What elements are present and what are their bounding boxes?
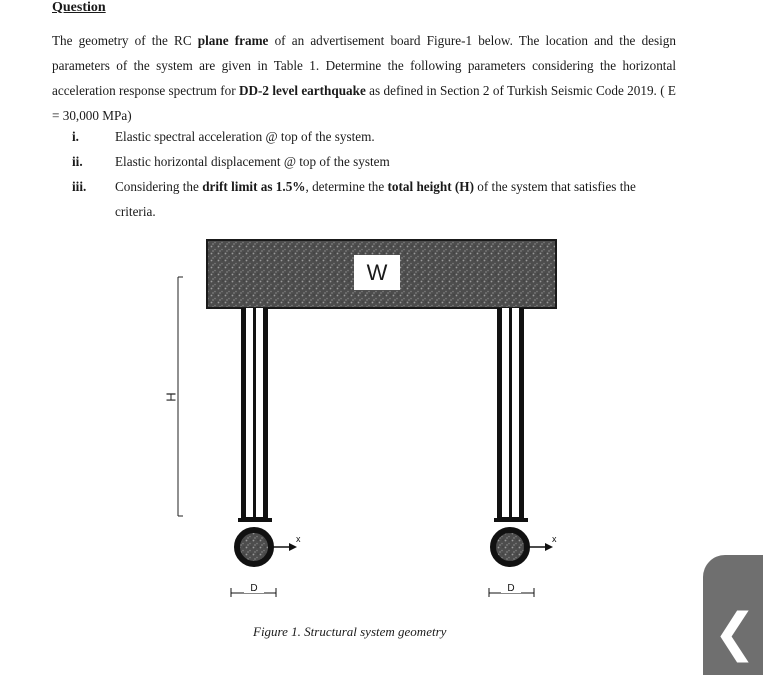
- paragraph-bold-dd2: DD-2 level earthquake: [238, 83, 366, 98]
- item3-text-2: , determine the: [305, 179, 388, 194]
- chevron-left-icon: ❮: [713, 603, 757, 663]
- figure-caption: Figure 1. Structural system geometry: [253, 624, 447, 639]
- diameter-label-left: D: [250, 583, 258, 594]
- paragraph-text-2: of an advertisement board Figure-1 below. The location and the design parameters of the system are given in Table 1. Determine the following parameters considering the horizontal acceleration response spectrum for: [52, 33, 676, 98]
- item3-bold-drift-limit: drift limit as 1.5%: [202, 179, 306, 194]
- side-panel-tab[interactable]: [703, 555, 763, 675]
- axis-label-right: x: [552, 534, 557, 544]
- item3-text-3: of the system that satisfies the criteria.: [115, 179, 636, 219]
- item3-text-1: Considering the: [115, 179, 203, 194]
- list-item-text: Elastic spectral acceleration @ top of the system.: [115, 129, 375, 144]
- height-dimension: [178, 277, 183, 516]
- paragraph-bold-plane-frame: plane frame: [197, 33, 269, 48]
- right-column: [494, 308, 528, 522]
- left-column: [238, 308, 272, 522]
- height-label: H: [163, 392, 179, 402]
- axis-label-left: x: [296, 534, 301, 544]
- item3-bold-total-height: total height (H): [387, 179, 474, 194]
- list-item-number: ii.: [72, 154, 83, 169]
- right-column-section: [493, 530, 553, 564]
- list-item-number: i.: [72, 129, 79, 144]
- question-heading: Question: [52, 0, 106, 15]
- list-item-number: iii.: [72, 179, 87, 194]
- list-item-text: Elastic horizontal displacement @ top of the system: [115, 154, 390, 169]
- diameter-label-right: D: [507, 583, 515, 594]
- paragraph-text-3: as defined in Section 2 of Turkish Seismic Code 2019. ( E = 30,000 MPa): [52, 83, 676, 123]
- paragraph-text-1: The geometry of the RC: [52, 33, 198, 48]
- weight-label: W: [366, 260, 388, 285]
- left-column-section: [237, 530, 297, 564]
